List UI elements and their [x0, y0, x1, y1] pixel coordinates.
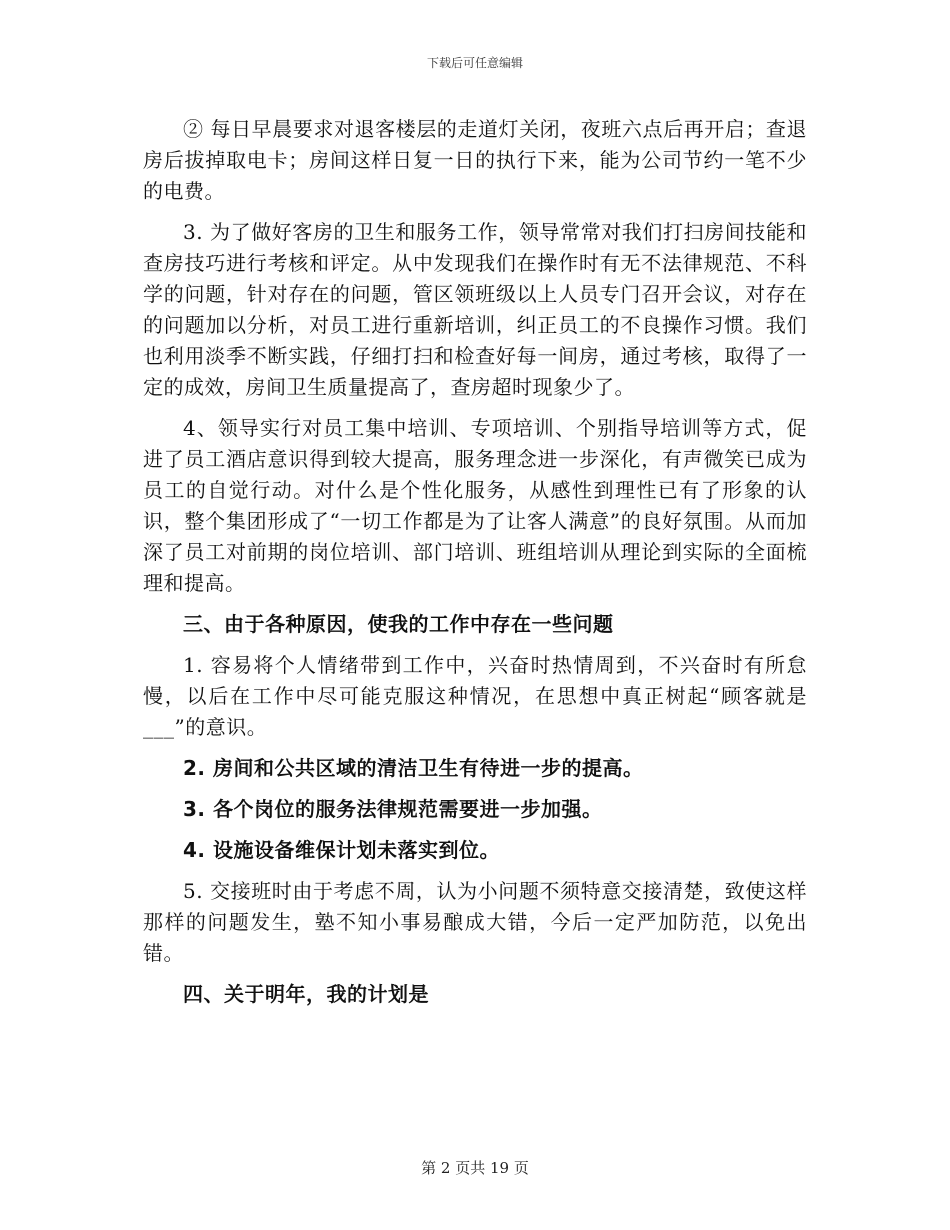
paragraph-room-assessment: 3. 为了做好客房的卫生和服务工作，领导常常对我们打扫房间技能和查房技巧进行考核和评定。从中发现我们在操作时有无不法律规范、不科学的问题，针对存在的问题，管区领班级以上人员专门召开会议，对存在的问题加以分析，对员工进行重新培训，纠正员工的不良操作习惯。我们也利用淡季不断实践，仔细打扫和检查好每一间房，通过考核，取得了一定的成效，房间卫生质量提高了，查房超时现象少了。 — [143, 220, 807, 399]
paragraph-electricity-saving: ② 每日早晨要求对退客楼层的走道灯关闭，夜班六点后再开启；查退房后拔掉取电卡；房间这样日复一日的执行下来，能为公司节约一笔不少的电费。 — [143, 117, 807, 203]
paragraph-problem-2: 2. 房间和公共区域的清洁卫生有待进一步的提高。 — [183, 756, 644, 780]
page-number: 第 2 页共 19 页 — [421, 1159, 529, 1177]
page-header-note: 下载后可任意编辑 — [426, 56, 523, 70]
section-heading-next-year-plan: 四、关于明年，我的计划是 — [183, 982, 429, 1006]
document-body — [143, 114, 807, 1020]
paragraph-problem-5: 5. 交接班时由于考虑不周，认为小问题不须特意交接清楚，致使这样那样的问题发生，塾不知小事易酿成大错，今后一定严加防范，以免出错。 — [143, 879, 807, 965]
section-heading-problems: 三、由于各种原因，使我的工作中存在一些问题 — [183, 612, 614, 636]
paragraph-problem-1: 1. 容易将个人情绪带到工作中，兴奋时热情周到，不兴奋时有所怠慢，以后在工作中尽可能克服这种情况，在思想中真正树起“顾客就是___”的意识。 — [143, 653, 807, 739]
paragraph-problem-4: 4. 设施设备维保计划未落实到位。 — [183, 838, 500, 862]
paragraph-problem-3: 3. 各个岗位的服务法律规范需要进一步加强。 — [183, 797, 603, 821]
paragraph-staff-training: 4、领导实行对员工集中培训、专项培训、个别指导培训等方式，促进了员工酒店意识得到较大提高，服务理念进一步深化，有声微笑已成为员工的自觉行动。对什么是个性化服务，从感性到理性已有了形象的认识，整个集团形成了“一切工作都是为了让客人满意”的良好氛围。从而加深了员工对前期的岗位培训、部门培训、班组培训从理论到实际的全面梳理和提高。 — [143, 416, 807, 595]
